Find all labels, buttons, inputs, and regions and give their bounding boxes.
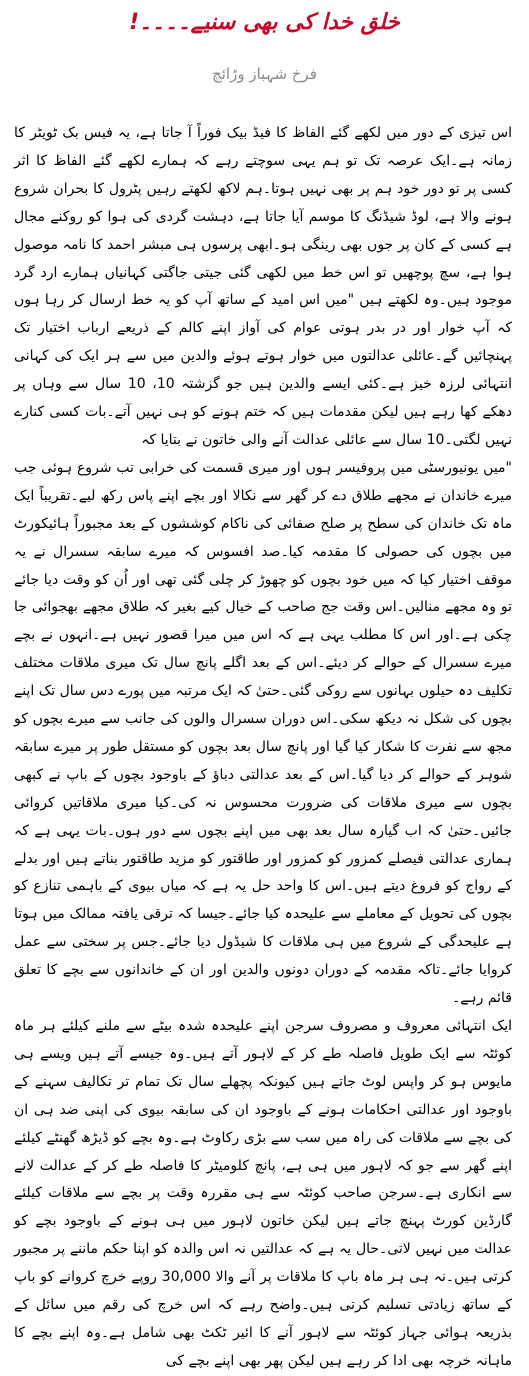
article-paragraph: ایک انتہائی معروف و مصروف سرجن اپنے علیحدہ شدہ بیٹے سے ملنے کیلئے ہر ماہ کوئٹہ سے ایک طویل فاصلہ طے کر کے لاہور آتے ہیں۔وہ جیسے آتے ہیں ویسے ہی مایوس ہو کر واپس لوٹ جاتے ہیں کیونکہ پچھلے سال تک تمام تر تکالیف سہنے کے باوجود اور عدالتی احکامات ہونے کے باوجود ان کی سابقہ بیوی کی اپنی ضد ہی ان کی بچے سے ملاقات کی راہ میں سب سے بڑی رکاوٹ ہے۔وہ بچے کو ڈیڑھ گھنٹے کیلئے اپنے گھر سے جو کہ لاہور میں ہی ہے، پانچ کلومیٹر کا فاصلہ طے کر کے عدالت لانے سے انکاری ہے۔سرجن صاحب کوئٹہ سے ہی مقررہ وقت پر بچے سے ملاقات کیلئے گارڈین کورٹ پہنچ جاتے ہیں لیکن خاتون لاہور میں ہی ہونے کے باوجود بچے کو عدالت میں نہیں لاتی۔حال یہ ہے کہ عدالتیں نہ اس والدہ کو اپنا حکم ماننے پر مجبور کرتی ہیں۔نہ ہی ہر ماہ باپ کا ملاقات پر آنے والا 30,000 روپے خرچ کروانے کو باپ کے ساتھ زیادتی تسلیم کرتی ہیں۔واضح رہے کہ اس خرچ کی رقم میں سائل کے بذریعہ ہوائی جہاز کوئٹہ سے لاہور آنے کا ائیر ٹکٹ بھی شامل ہے۔وہ اپنے بچے کا ماہانہ خرچہ بھی ادا کر رہے ہیں لیکن پھر بھی اپنے بچے کی bbox=[14, 1018, 512, 1369]
article-paragraph: اس تیزی کے دور میں لکھے گئے الفاظ کا فیڈ بیک فوراً آ جاتا ہے، یہ فیس بک ٹویٹر کا زمانہ ہے۔ایک عرصہ تک تو ہم یہی سوچتے رہے کہ ہمارے لکھے گئے الفاظ کا اثر کسی پر تو دور خود ہم پر بھی نہیں ہوتا۔ہم لاکھ لکھتے رہیں پٹرول کا بحران شروع ہونے والا ہے، لوڈ شیڈنگ کا موسم آیا جاتا ہے، دہشت گردی کی ہوا کو روکنے مجال ہے کسی کے کان پر جوں بھی رینگی ہو۔ابھی پرسوں ہی مبشر احمد کا نامہ موصول ہوا ہے، سچ پوچھیں تو اس خط میں لکھی گئی جیتی جاگتی کہانیاں ہمارے ارد گرد موجود ہیں۔وہ لکھتے ہیں "میں اس امید کے ساتھ آپ کو یہ خط ارسال کر رہا ہوں کہ آپ خوار اور در بدر ہوتی عوام کی آواز اپنے کالم کے ذریعے ارباب اختیار تک پہنچائیں گے۔عائلی عدالتوں میں خوار ہوتے ہوئے والدین میں سے ہر ایک کی کہانی انتہائی لرزہ خیز ہے۔کئی ایسے والدین ہیں جو گزشتہ 10، 10 سال سے وہاں پر دھکے کھا رہے ہیں لیکن مقدمات ہیں کہ ختم ہونے کو ہی نہیں آتے۔بات کسی کنارے نہیں لگتی۔10 سال سے عائلی عدالت آنے والی خاتون نے بتایا کہ bbox=[14, 125, 513, 448]
article-paragraph: "میں یونیورسٹی میں پروفیسر ہوں اور میری قسمت کی خرابی تب شروع ہوئی جب میرے خاندان نے مجھے طلاق دے کر گھر سے نکالا اور بچے اپنے پاس رکھ لیے۔تقریباً ایک ماہ تک خاندان کی سطح پر صلح صفائی کی ناکام کوششوں کے بعد مجبوراً ہائیکورٹ میں بچوں کی حصولی کا مقدمہ کیا۔صد افسوس کہ میرے سابقہ سسرال نے یہ موقف اختیار کیا کہ میں خود بچوں کو چھوڑ کر چلی گئی تھی اور اُن کو وقت دیا جائے تو وہ مجھے منالیں۔اس وقت جج صاحب کے خیال کیے بغیر کہ طلاق مجھے بھجوائی جا چکی ہے۔اور اس کا مطلب یہی ہے کہ اس میں میرا قصور نہیں ہے۔انہوں نے بچے میرے سسرال کے حوالے کر دیئے۔اس کے بعد اگلے پانچ سال تک میری ملاقات مختلف تکلیف دہ حیلوں بہانوں سے روکی گئی۔حتیٰ کہ ایک مرتبہ میں پورے دس سال تک اپنے بچوں کی شکل نہ دیکھ سکی۔اس دوران سسرال والوں کی جانب سے میرے بچوں کو مجھ سے نفرت کا شکار کیا گیا اور پانچ سال بعد بچوں کو مستقل طور پر میرے سابقہ شوہر کے حوالے کر دیا گیا۔اس کے بعد عدالتی دباؤ کے باوجود بچوں کے باپ نے کبھی بچوں سے میری ملاقات کی ضرورت محسوس نہ کی۔کیا میری ملاقاتیں کروائی جائیں۔حتیٰ کہ اب گیارہ سال بعد بھی میں اپنے بچوں سے دور ہوں۔بات یہی ہے کہ ہماری عدالتی فیصلے کمزور کو کمزور اور طاقتور کو مزید طاقتور بناتے ہیں اور بدلے کے رواج کو فروغ دیتے ہیں۔اس کا واحد حل یہ ہے کہ میاں بیوی کے باہمی تنازع کو بچوں کی تحویل کے معاملے سے علیحدہ کیا جائے۔جیسا کہ ترقی یافتہ ممالک میں ہوتا ہے علیحدگی کے شروع میں ہی ملاقات کا شیڈول دیا جائے۔جس پر سختی سے عمل کروایا جائے۔تاکہ مقدمہ کے دوران دونوں والدین اور ان کے خاندانوں سے بچے کا تعلق قائم رہے۔ bbox=[14, 459, 512, 1007]
article-author: فرخ شہباز وڑائچ bbox=[212, 65, 317, 83]
article-body bbox=[14, 120, 513, 1369]
article-title: خلق خدا کی بھی سنیے۔۔۔۔! bbox=[129, 10, 400, 35]
